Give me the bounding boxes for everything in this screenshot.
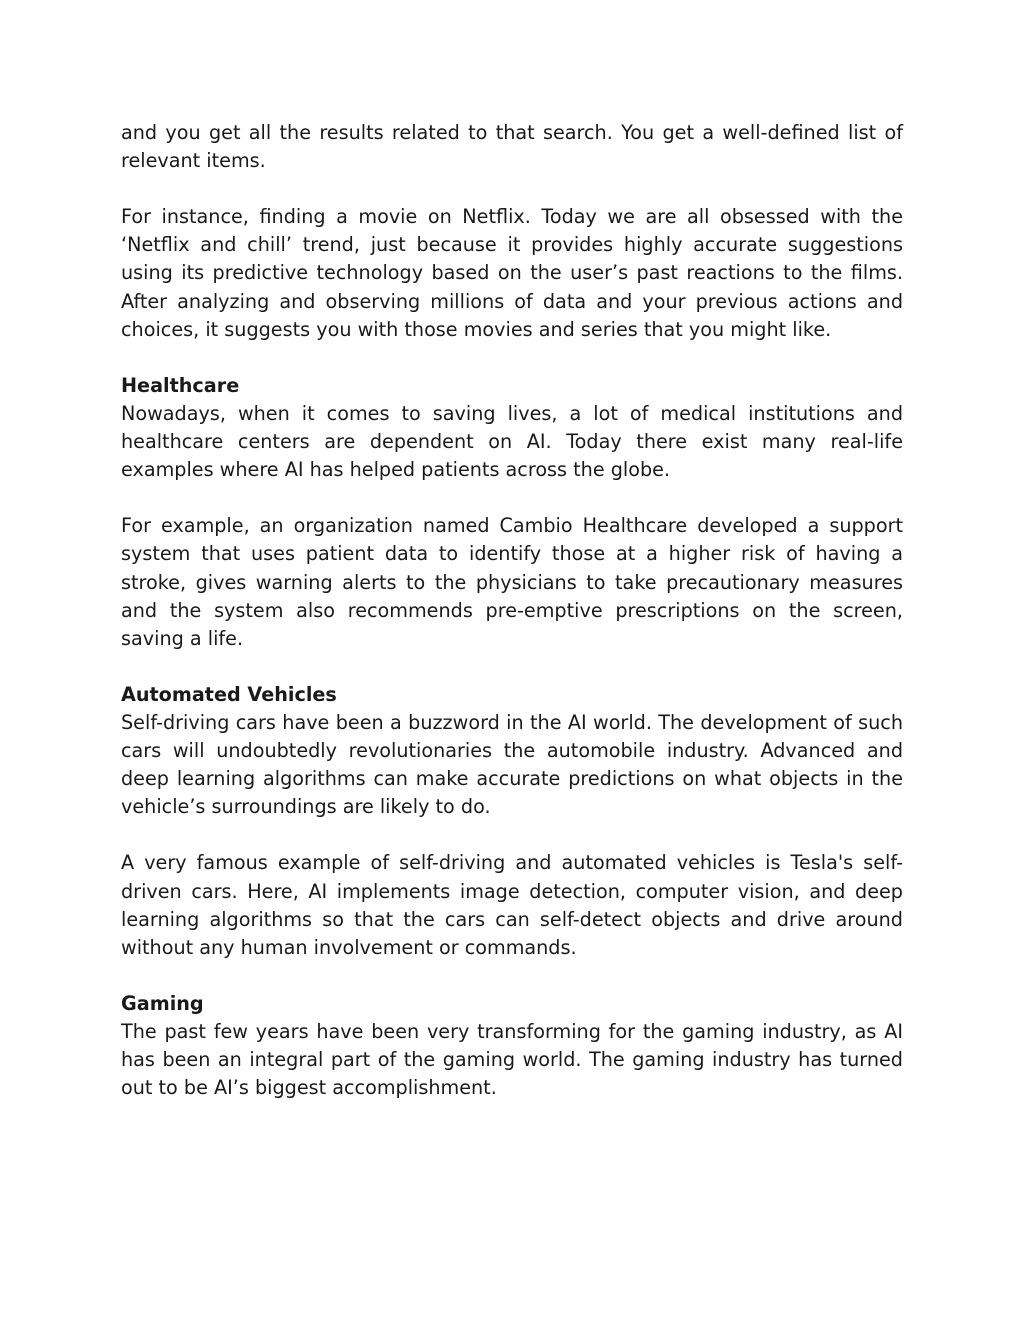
section-automated-vehicles (121, 681, 903, 962)
section-heading: Gaming (121, 991, 204, 1015)
intro-paragraph-1: and you get all the results related to that search. You get a well-defined list of relevant items. (121, 121, 903, 173)
section-paragraph: Nowadays, when it comes to saving lives, a lot of medical institutions and healthcare centers are dependent on AI. Today there exist many real-life examples where AI has helped patients across the globe. (121, 401, 903, 482)
section-paragraph: For example, an organization named Cambio Healthcare developed a support system that uses patient data to identify those at a higher risk of having a stroke, gives warning alerts to the physicians to take precautionary measures and the system also recommends pre-emptive prescriptions on the screen, saving a life. (121, 514, 903, 650)
section-paragraph: Self-driving cars have been a buzzword in the AI world. The development of such cars will undoubtedly revolutionaries the automobile industry. Advanced and deep learning algorithms can make accurate predictions on what objects in the vehicle’s surroundings are likely to do. (121, 710, 903, 819)
document-page (121, 119, 903, 1130)
section-gaming (121, 990, 903, 1102)
section-healthcare (121, 372, 903, 653)
section-paragraph: The past few years have been very transforming for the gaming industry, as AI has been an integral part of the gaming world. The gaming industry has turned out to be AI’s biggest accomplishment. (121, 1020, 903, 1100)
section-heading: Healthcare (121, 373, 240, 397)
intro-paragraph-2: For instance, finding a movie on Netflix. Today we are all obsessed with the ‘Netflix and chill’ trend, just because it provides highly accurate suggestions using its predictive technology based on the user’s past reactions to the films. After analyzing and observing millions of data and your previous actions and choices, it suggests you with those movies and series that you might like. (121, 205, 903, 341)
section-paragraph: A very famous example of self-driving and automated vehicles is Tesla's self-driven cars. Here, AI implements image detection, computer vision, and deep learning algorithms so that the cars can self-detect objects and drive around without any human involvement or commands. (121, 851, 903, 959)
section-heading: Automated Vehicles (121, 682, 337, 706)
